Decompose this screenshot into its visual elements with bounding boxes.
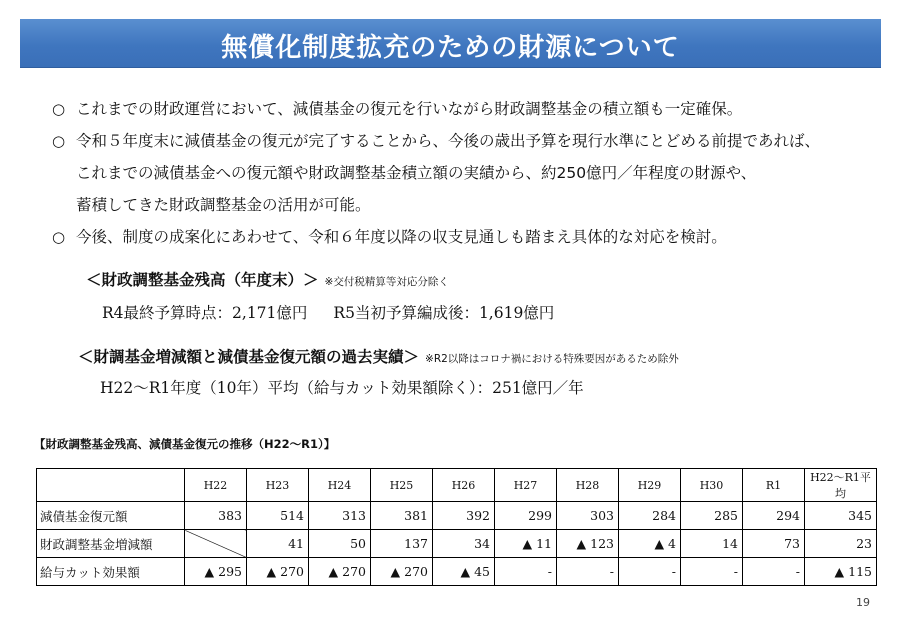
table-row [37,558,877,586]
bullet-list [52,93,872,253]
r5-balance: R5当初予算編成後：1,619億円 [333,304,555,322]
bullet-text: 今後、制度の成案化にあわせて、令和６年度以降の収支見通しも踏まえ具体的な対応を検討。 [76,228,727,246]
table-cell: 41 [247,530,309,558]
bullet-item [52,125,872,157]
table-cell: 514 [247,502,309,530]
header-cell: H25 [371,469,433,502]
table-cell: 73 [743,530,805,558]
table-row [37,502,877,530]
title-banner [20,19,881,68]
r4-balance: R4最終予算時点：2,171億円 [102,304,308,322]
header-cell [37,469,185,502]
bullet-item [52,93,872,125]
bullet-text-continued: 蓄積してきた財政調整基金の活用が可能。 [76,196,371,214]
header-cell: H23 [247,469,309,502]
header-cell: H28 [557,469,619,502]
table-cell: ▲ 4 [619,530,681,558]
table-cell: 345 [805,502,877,530]
row-label: 減債基金復元額 [37,502,185,530]
circle-bullet-icon: ○ [52,100,66,118]
table-cell: ▲ 270 [309,558,371,586]
table-cell: ▲ 115 [805,558,877,586]
bullet-text: これまでの財政運営において、減債基金の復元を行いながら財政調整基金の積立額も一定確保。 [76,100,743,118]
table-cell: 303 [557,502,619,530]
page-number: 19 [856,596,870,609]
average-result: H22～R1年度（10年）平均（給与カット効果額除く）：251億円／年 [100,379,584,397]
table-cell: 299 [495,502,557,530]
table-cell: 313 [309,502,371,530]
bullet-text-continued: これまでの減債基金への復元額や財政調整基金積立額の実績から、約250億円／年程度の財源や、 [76,164,757,182]
bullet-item [52,221,872,253]
fund-balance-heading [86,268,449,290]
header-cell: H29 [619,469,681,502]
section-note: ※交付税精算等対応分除く [324,276,449,288]
table-cell: 285 [681,502,743,530]
fund-transition-table [36,468,877,586]
circle-bullet-icon: ○ [52,132,66,150]
table-cell: ▲ 123 [557,530,619,558]
page-title: 無償化制度拡充のための財源について [221,33,680,63]
fund-balance-values [102,301,554,323]
table-cell: ▲ 270 [247,558,309,586]
table-title: 【財政調整基金残高、減債基金復元の推移（H22～R1）】 [34,437,336,451]
past-results-heading [78,345,679,367]
header-cell: H26 [433,469,495,502]
table-cell: 392 [433,502,495,530]
table-cell: 14 [681,530,743,558]
table-cell: ▲ 11 [495,530,557,558]
header-cell: H22 [185,469,247,502]
table-cell: 137 [371,530,433,558]
header-cell: H27 [495,469,557,502]
table-cell: - [681,558,743,586]
table-cell: ▲ 295 [185,558,247,586]
table-cell: - [619,558,681,586]
table-header-row [37,469,877,502]
row-label: 財政調整基金増減額 [37,530,185,558]
row-label: 給与カット効果額 [37,558,185,586]
section-note: ※R2以降はコロナ禍における特殊要因があるため除外 [425,353,679,365]
table-cell: 294 [743,502,805,530]
table-cell: 381 [371,502,433,530]
circle-bullet-icon: ○ [52,228,66,246]
table-cell: 284 [619,502,681,530]
header-cell: H24 [309,469,371,502]
table-cell: - [495,558,557,586]
section-heading-text: ＜財調基金増減額と減債基金復元額の過去実績＞ [78,348,420,366]
table-cell: 34 [433,530,495,558]
table-cell: 50 [309,530,371,558]
table-cell: ▲ 45 [433,558,495,586]
table-cell: - [557,558,619,586]
table-cell: 383 [185,502,247,530]
header-cell: H22～R1平均 [805,469,877,502]
diagonal-empty-cell [185,530,247,558]
table-row [37,530,877,558]
header-cell: H30 [681,469,743,502]
table-cell: - [743,558,805,586]
bullet-text: 令和５年度末に減債基金の復元が完了することから、今後の歳出予算を現行水準にとどめる前提であれば、 [76,132,821,150]
section-heading-text: ＜財政調整基金残高（年度末）＞ [86,271,319,289]
header-cell: R1 [743,469,805,502]
table-cell: 23 [805,530,877,558]
table-cell: ▲ 270 [371,558,433,586]
